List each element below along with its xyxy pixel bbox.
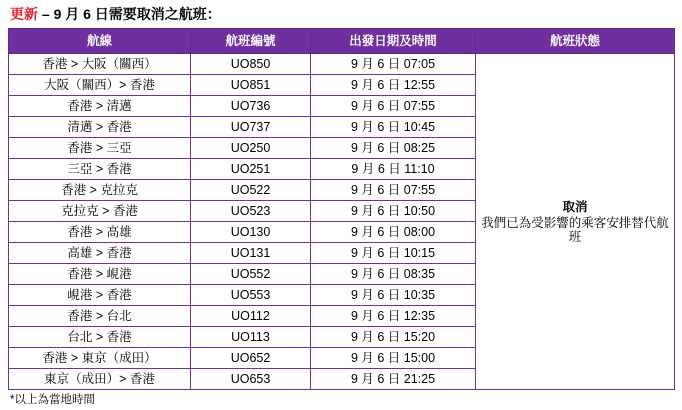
cell-flight-number: UO851 [191,75,311,96]
cell-flight-number: UO552 [191,264,311,285]
cell-route: 大阪（關西）> 香港 [9,75,191,96]
cell-flight-number: UO250 [191,138,311,159]
cell-route: 清邁 > 香港 [9,117,191,138]
column-header-route: 航線 [9,29,191,54]
cell-departure-datetime: 9 月 6 日 10:15 [311,243,476,264]
table-row [9,54,675,75]
status-body: 我們已為受影響的乘客安排替代航班 [481,215,669,244]
cell-flight-number: UO523 [191,201,311,222]
cell-flight-number: UO130 [191,222,311,243]
cell-route: 高雄 > 香港 [9,243,191,264]
cell-departure-datetime: 9 月 6 日 15:00 [311,348,476,369]
cell-departure-datetime: 9 月 6 日 10:50 [311,201,476,222]
cancelled-flights-table [8,28,675,390]
cell-route: 三亞 > 香港 [9,159,191,180]
cell-flight-number: UO736 [191,96,311,117]
update-label: 更新 [10,6,38,22]
cell-departure-datetime: 9 月 6 日 08:00 [311,222,476,243]
cell-route: 香港 > 高雄 [9,222,191,243]
column-header-flight-status: 航班狀態 [476,29,675,54]
cell-flight-number: UO251 [191,159,311,180]
cell-departure-datetime: 9 月 6 日 11:10 [311,159,476,180]
cell-departure-datetime: 9 月 6 日 15:20 [311,327,476,348]
cell-flight-number: UO652 [191,348,311,369]
cell-departure-datetime: 9 月 6 日 21:25 [311,369,476,390]
page-title [10,6,674,22]
cell-route: 香港 > 清邁 [9,96,191,117]
cell-departure-datetime: 9 月 6 日 07:05 [311,54,476,75]
cell-departure-datetime: 9 月 6 日 08:25 [311,138,476,159]
page-title-text: – 9 月 6 日需要取消之航班： [38,6,221,22]
column-header-flight-number: 航班編號 [191,29,311,54]
cell-route: 台北 > 香港 [9,327,191,348]
cell-route: 香港 > 克拉克 [9,180,191,201]
cell-route: 香港 > 三亞 [9,138,191,159]
cell-flight-number: UO522 [191,180,311,201]
cell-flight-status [476,54,675,390]
status-title: 取消 [562,199,588,214]
cell-flight-number: UO653 [191,369,311,390]
cell-route: 香港 > 台北 [9,306,191,327]
table-body [9,54,675,390]
cell-route: 香港 > 東京（成田） [9,348,191,369]
cell-departure-datetime: 9 月 6 日 07:55 [311,96,476,117]
cell-departure-datetime: 9 月 6 日 08:35 [311,264,476,285]
cell-flight-number: UO113 [191,327,311,348]
cell-route: 峴港 > 香港 [9,285,191,306]
cell-flight-number: UO850 [191,54,311,75]
cell-flight-number: UO737 [191,117,311,138]
column-header-departure-datetime: 出發日期及時間 [311,29,476,54]
cell-flight-number: UO553 [191,285,311,306]
cell-departure-datetime: 9 月 6 日 10:35 [311,285,476,306]
table-header-row [9,29,675,54]
cell-route: 香港 > 大阪（關西） [9,54,191,75]
cell-route: 克拉克 > 香港 [9,201,191,222]
cell-departure-datetime: 9 月 6 日 10:45 [311,117,476,138]
cell-route: 東京（成田）> 香港 [9,369,191,390]
footnote: *以上為當地時間 [10,394,95,406]
cell-departure-datetime: 9 月 6 日 07:55 [311,180,476,201]
cell-flight-number: UO112 [191,306,311,327]
cell-route: 香港 > 峴港 [9,264,191,285]
cell-departure-datetime: 9 月 6 日 12:55 [311,75,476,96]
cell-flight-number: UO131 [191,243,311,264]
cell-departure-datetime: 9 月 6 日 12:35 [311,306,476,327]
